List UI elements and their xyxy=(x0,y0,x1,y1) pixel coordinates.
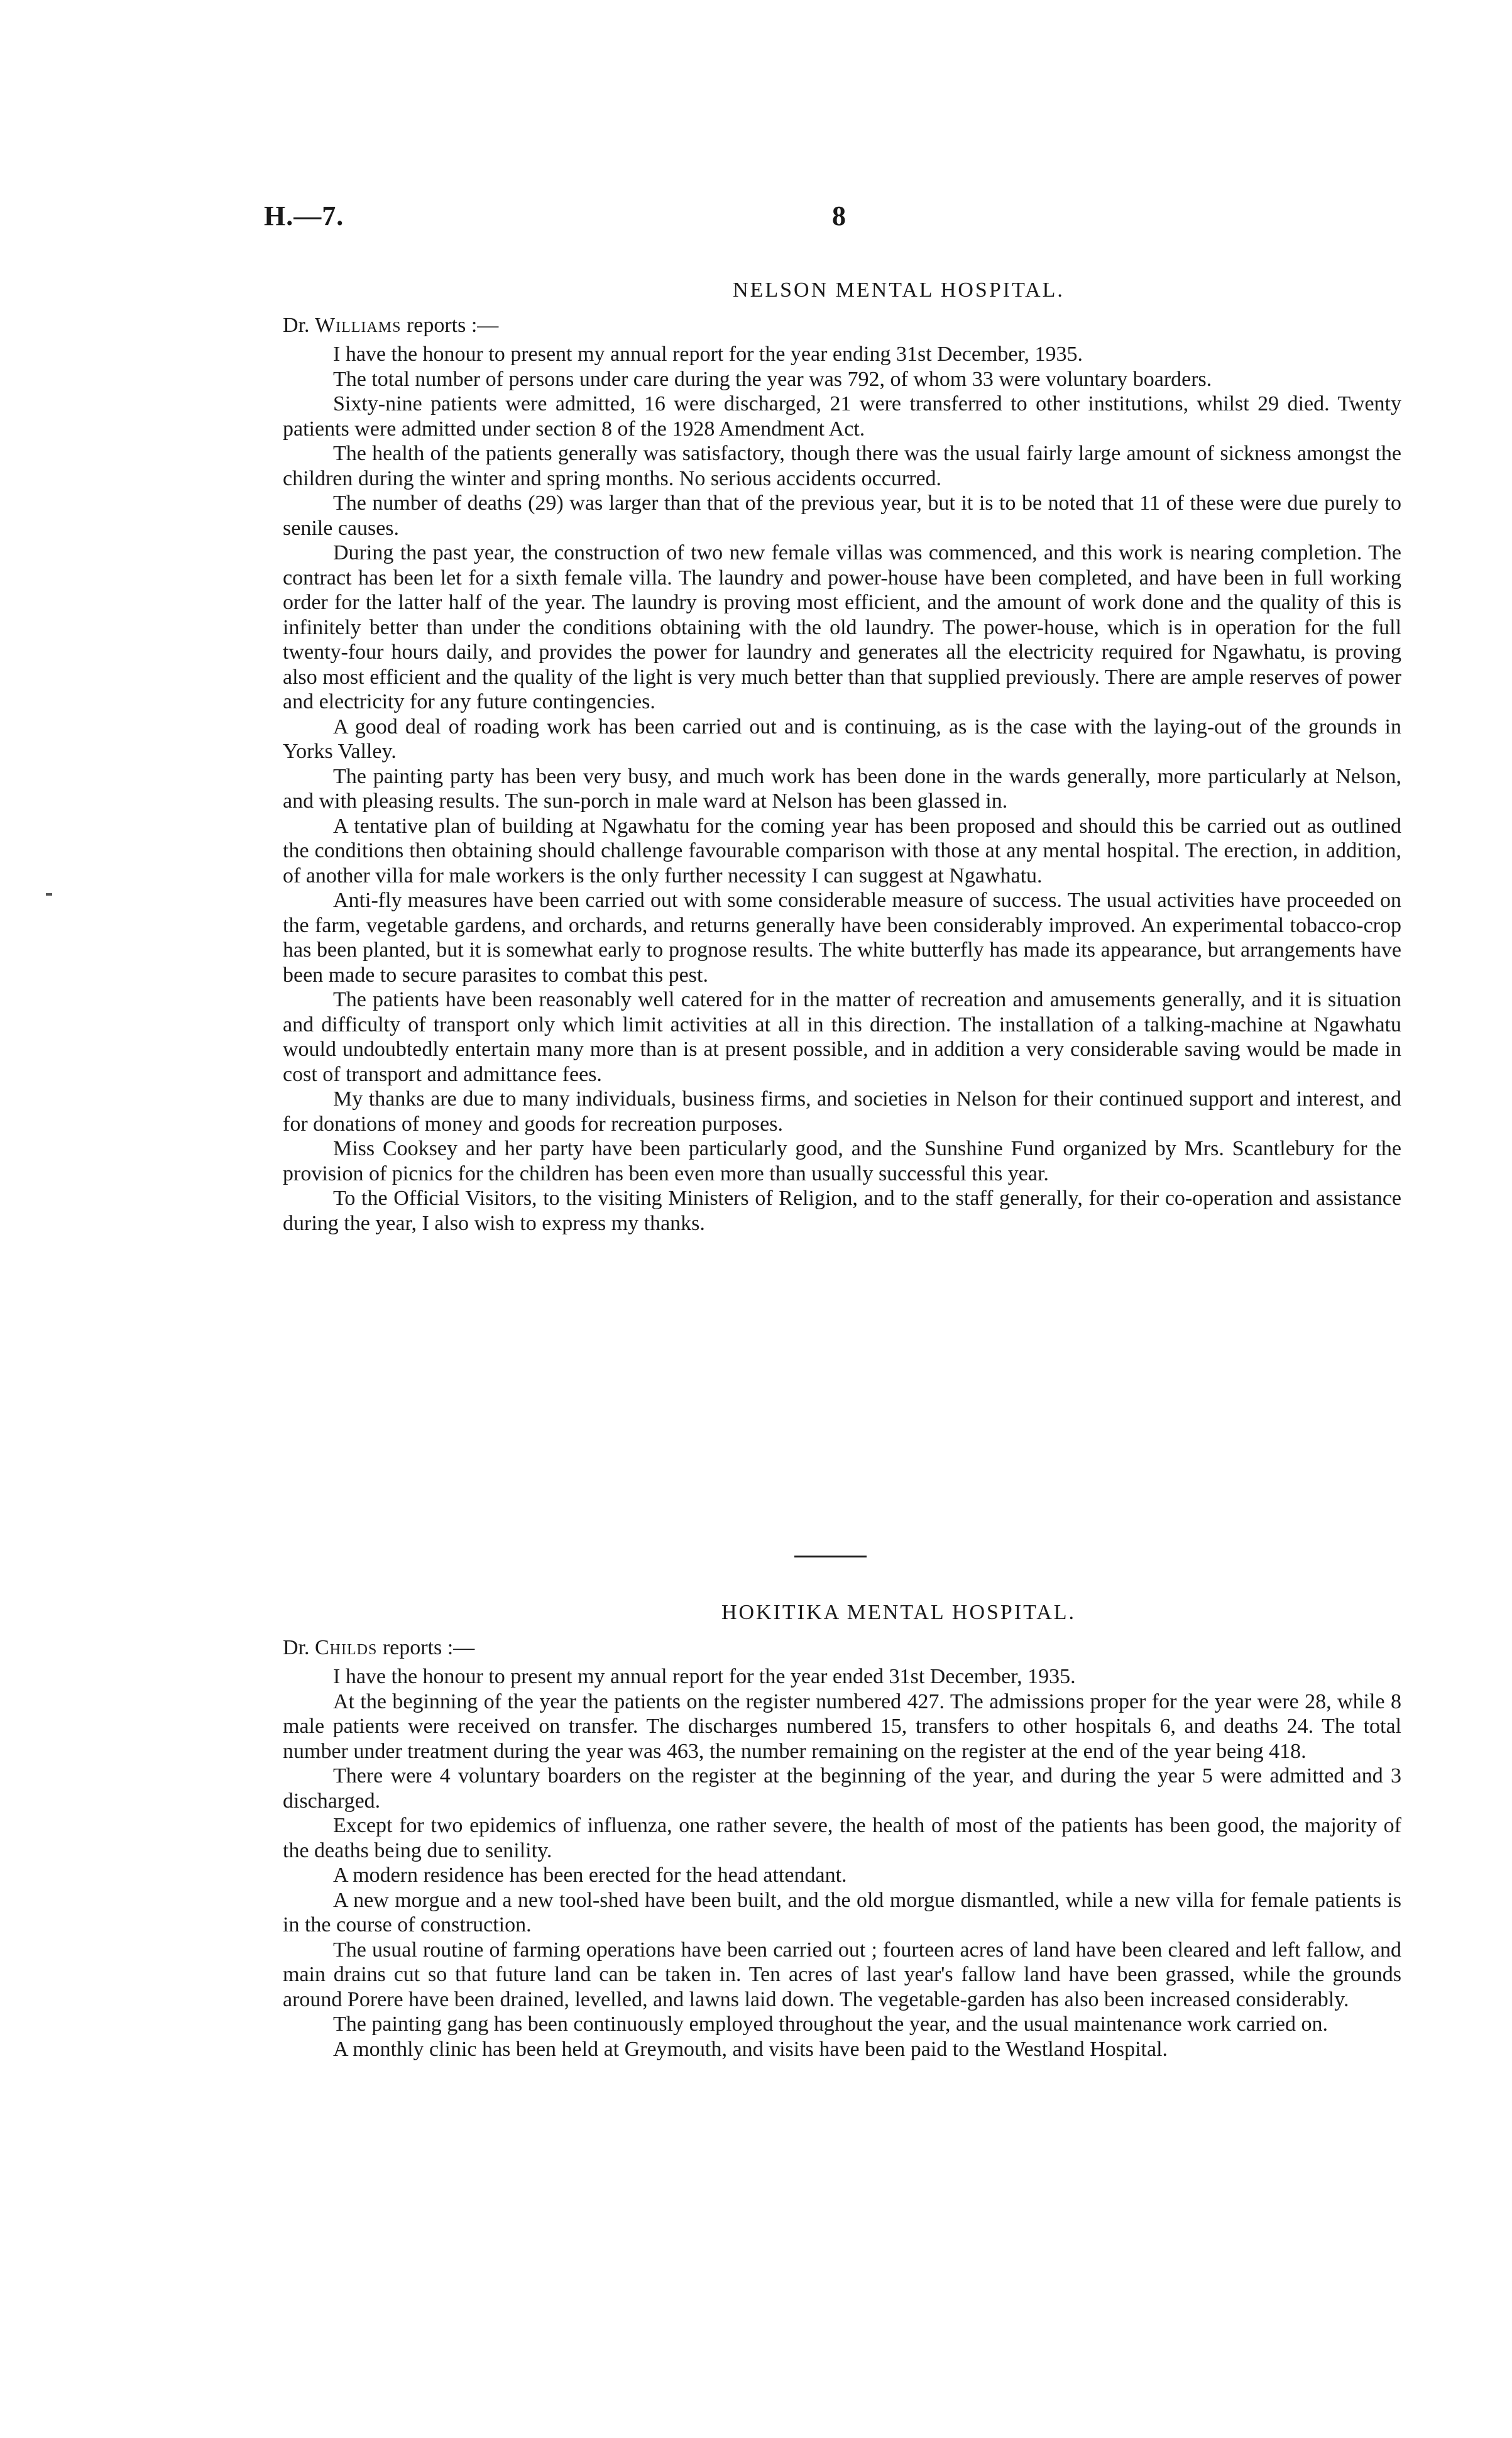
margin-speck xyxy=(46,893,52,896)
report-body xyxy=(283,1664,1401,2062)
paragraph: My thanks are due to many individuals, business firms, and societies in Nelson for their continued support and interest, and for donations of money and goods for recreation purposes. xyxy=(283,1087,1401,1136)
reporter-suffix: reports :— xyxy=(377,1636,475,1659)
reporter-suffix: reports :— xyxy=(401,314,499,337)
paragraph: A good deal of roading work has been carried out and is continuing, as is the case with the laying-out of the grounds in Yorks Valley. xyxy=(283,715,1401,763)
reporter-prefix: Dr. xyxy=(283,1636,310,1659)
reporter-name: Williams xyxy=(315,314,402,337)
hokitika-report-section xyxy=(283,1599,1401,2062)
page-header xyxy=(0,200,1512,238)
report-reference: H.—7. xyxy=(264,200,344,231)
paragraph: The total number of persons under care during the year was 792, of whom 33 were voluntary boarders. xyxy=(333,367,1212,391)
paragraph: The usual routine of farming operations have been carried out ; fourteen acres of land have been cleared and left fallow, and main drains cut so that future land can be taken in. Ten acres of last year's fallow land have been grassed, while the grounds around Porere have been drained, levelled, and lawns laid down. The vegetable-garden has also been increased considerably. xyxy=(283,1938,1401,2011)
paragraph: I have the honour to present my annual report for the year ended 31st December, 1935. xyxy=(333,1665,1076,1688)
paragraph: The painting gang has been continuously employed throughout the year, and the usual maintenance work carried on. xyxy=(333,2012,1328,2036)
paragraph: Anti-fly measures have been carried out with some considerable measure of success. The usual activities have proceeded on the farm, vegetable gardens, and orchards, and returns generally have been considerably improved. An experimental tobacco-crop has been planted, but it is somewhat early to prognose results. The white butterfly has made its appearance, but arrangements have been made to secure parasites to combat this pest. xyxy=(283,889,1401,987)
section-title: HOKITIKA MENTAL HOSPITAL. xyxy=(721,1601,1076,1624)
paragraph: A new morgue and a new tool-shed have been built, and the old morgue dismantled, while a new villa for female patients is in the course of construction. xyxy=(283,1888,1401,1936)
paragraph: The health of the patients generally was satisfactory, though there was the usual fairly large amount of sickness amongst the children during the winter and spring months. No serious accidents occurred. xyxy=(283,442,1401,490)
paragraph: The patients have been reasonably well catered for in the matter of recreation and amusements generally, and it is situation and difficulty of transport only which limit activities at all in this direction. The installation of a talking-machine at Ngawhatu would undoubtedly entertain many more than is at present possible, and in addition a very considerable saving would be made in cost of transport and admittance fees. xyxy=(283,988,1401,1086)
paragraph: A tentative plan of building at Ngawhatu for the coming year has been proposed and should this be carried out as outlined the conditions then obtaining should challenge favourable comparison with those at any mental hospital. The erection, in addition, of another villa for male workers is the only further necessity I can suggest at Ngawhatu. xyxy=(283,814,1401,887)
paragraph: A monthly clinic has been held at Greymouth, and visits have been paid to the Westland Hospital. xyxy=(333,2037,1168,2061)
paragraph: A modern residence has been erected for the head attendant. xyxy=(333,1864,847,1887)
nelson-report-section xyxy=(283,277,1401,1236)
paragraph: At the beginning of the year the patients on the register numbered 427. The admissions proper for the year were 28, while 8 male patients were received on transfer. The discharges numbered 15, transfers to other hospitals 6, and deaths 24. The total number under treatment during the year was 463, the number remaining on the register at the end of the year being 418. xyxy=(283,1689,1401,1763)
section-title: NELSON MENTAL HOSPITAL. xyxy=(733,278,1065,302)
paragraph: Except for two epidemics of influenza, one rather severe, the health of most of the patients has been good, the majority of the deaths being due to senility. xyxy=(283,1814,1401,1862)
paragraph: Sixty-nine patients were admitted, 16 were discharged, 21 were transferred to other institutions, whilst 29 died. Twenty patients were admitted under section 8 of the 1928 Amendment Act. xyxy=(283,392,1401,441)
reporter-prefix: Dr. xyxy=(283,314,310,337)
paragraph: To the Official Visitors, to the visiting Ministers of Religion, and to the staff generally, for their co-operation and assistance during the year, I also wish to express my thanks. xyxy=(283,1187,1401,1235)
paragraph: The number of deaths (29) was larger than that of the previous year, but it is to be noted that 11 of these were due purely to senile causes. xyxy=(283,491,1401,540)
paragraph: I have the honour to present my annual report for the year ending 31st December, 1935. xyxy=(333,343,1083,366)
reporter-line xyxy=(283,312,1401,339)
reporter-name: Childs xyxy=(315,1636,378,1659)
page-number: 8 xyxy=(832,200,846,231)
paragraph: Miss Cooksey and her party have been particularly good, and the Sunshine Fund organized by Mrs. Scantlebury for the provision of picnics for the children has been even more than usually successful this year. xyxy=(283,1137,1401,1185)
section-divider xyxy=(794,1556,867,1557)
reporter-line xyxy=(283,1634,1401,1662)
paragraph: There were 4 voluntary boarders on the register at the beginning of the year, and during the year 5 were admitted and 3 discharged. xyxy=(283,1764,1401,1813)
paragraph: During the past year, the construction of two new female villas was commenced, and this work is nearing completion. The contract has been let for a sixth female villa. The laundry and power-house have been completed, and have been in full working order for the latter half of the year. The laundry is proving most efficient, and the amount of work done and the quality of this is infinitely better than under the conditions obtaining with the old laundry. The power-house, which is in operation for the full twenty-four hours daily, and provides the power for laundry and generates all the electricity required for Ngawhatu, is proving also most efficient and the quality of the light is very much better than that supplied previously. There are ample reserves of power and electricity for any future contingencies. xyxy=(283,541,1401,713)
paragraph: The painting party has been very busy, and much work has been done in the wards generally, more particularly at Nelson, and with pleasing results. The sun-porch in male ward at Nelson has been glassed in. xyxy=(283,764,1401,813)
report-body xyxy=(283,342,1401,1236)
